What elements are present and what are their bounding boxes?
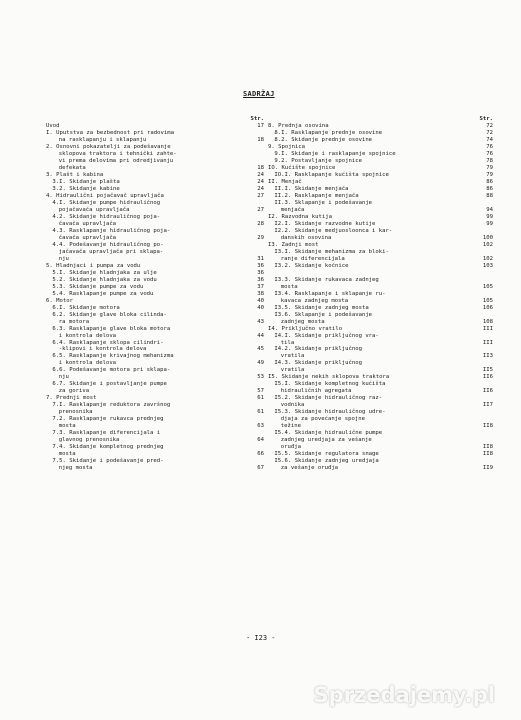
toc-entry-page: 100 bbox=[482, 234, 493, 241]
toc-entry bbox=[46, 179, 264, 186]
toc-entry bbox=[268, 165, 493, 172]
toc-entry-title: I4.2. Skidanje priključnog bbox=[274, 346, 362, 353]
toc-entry-title: i kontrola delova bbox=[58, 360, 117, 367]
toc-entry-title: 4.3. Rasklapanje hidrauličnog poja- bbox=[52, 227, 171, 234]
toc-entry-title: I3.4. Rasklapanje i sklapanje ru- bbox=[274, 290, 386, 297]
toc-entry-title: 6.4. Rasklapanje sklopa cilindri- bbox=[52, 339, 164, 346]
toc-entry bbox=[268, 193, 493, 200]
toc-entry-title: oruđja bbox=[280, 444, 302, 451]
toc-entry-title: 3. Plašt i kabina bbox=[46, 171, 104, 178]
toc-entry-title: nju bbox=[58, 374, 69, 381]
toc-entry-title: 4. Hidraulični pojačavač upravljača bbox=[46, 192, 164, 199]
toc-entry-title: sklopova traktora i tehnički zahte- bbox=[58, 150, 177, 157]
toc-entry-page: 105 bbox=[482, 297, 493, 304]
toc-entry-page: 108 bbox=[482, 318, 493, 325]
toc-entry bbox=[46, 291, 264, 298]
toc-entry-page: 79 bbox=[486, 171, 493, 178]
toc-entry-title: 7.2. Rasklapanje rukavca prednjeg bbox=[52, 416, 164, 423]
toc-entry-title: ra motora bbox=[58, 318, 90, 325]
toc-entry bbox=[268, 235, 493, 242]
toc-entry-title: I5.2. Skidanje hidrauličnog raz- bbox=[274, 395, 383, 402]
toc-entry bbox=[46, 402, 264, 409]
toc-entry-page: 36 bbox=[257, 276, 264, 283]
watermark-text: Sprzedajemy.pl bbox=[313, 683, 495, 707]
toc-entry-title: 4.I. Skidanje pumpe hidrauličnog bbox=[52, 199, 161, 206]
toc-entry-page: 72 bbox=[486, 129, 493, 136]
toc-entry-page: 106 bbox=[482, 304, 493, 311]
toc-entry-page: 64 bbox=[257, 437, 264, 444]
toc-entry-title: I3.2. Skidanje kočnice bbox=[274, 262, 349, 269]
toc-entry bbox=[268, 172, 493, 179]
toc-entry-title: 9.I. Skidanje i rasklapanje spojnice bbox=[274, 150, 396, 157]
toc-entry-page: II6 bbox=[482, 374, 493, 381]
toc-left-column bbox=[46, 116, 264, 472]
toc-entry-page: 24 bbox=[257, 185, 264, 192]
toc-entry-title: čavača upravljača bbox=[58, 220, 117, 227]
toc-entry bbox=[268, 451, 493, 458]
toc-entry-page: 78 bbox=[486, 157, 493, 164]
toc-entry bbox=[268, 395, 493, 402]
toc-entry bbox=[46, 137, 264, 144]
toc-entry bbox=[46, 228, 264, 235]
toc-entry bbox=[46, 144, 264, 151]
toc-entry-title: 6.6. Podešavanje motora pri sklapa- bbox=[52, 367, 171, 374]
toc-entry-page: II6 bbox=[482, 388, 493, 395]
toc-entry bbox=[46, 346, 264, 353]
toc-entry-title: jačavača upravljača pri sklapa- bbox=[58, 248, 164, 255]
toc-entry-page: 61 bbox=[257, 409, 264, 416]
toc-entry bbox=[268, 437, 493, 444]
toc-entry-page: 38 bbox=[257, 290, 264, 297]
toc-entry bbox=[46, 458, 264, 465]
toc-entry bbox=[268, 151, 493, 158]
toc-entry-title: pojačavača upravljača bbox=[58, 206, 130, 213]
toc-entry-title: zadnjeg mosta bbox=[280, 318, 325, 325]
toc-entry-title: I5.6. Skidanje zadnjeg uredjaja bbox=[274, 458, 379, 465]
toc-entry-title: I4. Priključno vratilo bbox=[268, 325, 343, 332]
toc-entry bbox=[46, 130, 264, 137]
toc-entry bbox=[46, 423, 264, 430]
toc-entry bbox=[46, 465, 264, 472]
toc-entry-title: II.I. Skidanje menjača bbox=[274, 185, 349, 192]
toc-entry-title: I3.3. Skidanje rukavaca zadnjeg bbox=[274, 276, 379, 283]
watermark-logo bbox=[314, 683, 495, 707]
toc-entry bbox=[46, 200, 264, 207]
toc-entry bbox=[46, 158, 264, 165]
toc-entry bbox=[46, 340, 264, 347]
toc-entry-title: 7.3. Rasklapanje diferencijala i bbox=[52, 430, 161, 437]
toc-entry bbox=[268, 270, 493, 277]
toc-entry-page: 57 bbox=[257, 388, 264, 395]
toc-entry-title: 9.2. Postavljanje spojnice bbox=[274, 157, 362, 164]
toc-entry-title: 5. Hladnjaci i pumpa za vodu bbox=[46, 262, 141, 269]
toc-entry-title: 4.4. Podešavanje hidrauličnog po- bbox=[52, 241, 164, 248]
toc-entry-page: 66 bbox=[257, 451, 264, 458]
toc-entry-page: 79 bbox=[486, 164, 493, 171]
toc-entry-page: 27 bbox=[257, 192, 264, 199]
toc-entry-title: IO. Kućište spojnice bbox=[268, 164, 336, 171]
toc-entry-title: I. Uputstva za bezbednost pri radovima bbox=[46, 129, 174, 136]
toc-entry-title: 5.3. Skidanje pumpe za vodu bbox=[52, 283, 144, 290]
toc-entry bbox=[268, 207, 493, 214]
toc-entry bbox=[46, 256, 264, 263]
toc-entry bbox=[268, 137, 493, 144]
toc-entry bbox=[46, 388, 264, 395]
page-number: - I23 - bbox=[246, 634, 276, 642]
toc-entry-title: I5.4. Skidanje hidraulične pumpe bbox=[274, 430, 383, 437]
toc-entry bbox=[46, 186, 264, 193]
toc-entry-page: 36 bbox=[257, 269, 264, 276]
toc-entry-title: 6. Motor bbox=[46, 297, 73, 304]
toc-entry bbox=[46, 263, 264, 270]
toc-entry-title: ranje diferencijala bbox=[280, 255, 345, 262]
toc-entry-title: I2.2. Skidanje medjuosloonca i kar- bbox=[274, 227, 393, 234]
toc-entry bbox=[46, 123, 264, 130]
toc-entry bbox=[268, 179, 493, 186]
toc-entry-title: mosta bbox=[58, 423, 76, 430]
toc-entry-title: čavača upravljača bbox=[58, 234, 117, 241]
toc-entry bbox=[46, 207, 264, 214]
toc-entry-title: -klipovi i kontrola delova bbox=[58, 346, 147, 353]
toc-entry bbox=[268, 367, 493, 374]
toc-entry bbox=[46, 277, 264, 284]
toc-entry-page: 37 bbox=[257, 283, 264, 290]
toc-entry-title: tila bbox=[280, 339, 295, 346]
toc-entry-title: 7.4. Skidanje kompletnog prednjeg bbox=[52, 444, 164, 451]
toc-entry-title: I3.5. Skidanje zadnjeg mosta bbox=[274, 304, 369, 311]
toc-entry-title: za goriva bbox=[58, 388, 90, 395]
toc-entry bbox=[46, 312, 264, 319]
toc-entry-title: vratila bbox=[280, 353, 305, 360]
toc-entry-page: 105 bbox=[482, 283, 493, 290]
toc-entry bbox=[46, 430, 264, 437]
toc-entry bbox=[268, 256, 493, 263]
toc-entry bbox=[268, 214, 493, 221]
toc-entry bbox=[268, 298, 493, 305]
toc-entry bbox=[46, 374, 264, 381]
toc-entry-title: I5.I. Skidanje kompletnog kućišta bbox=[274, 381, 386, 388]
toc-entry bbox=[268, 319, 493, 326]
toc-entry-page: 63 bbox=[257, 423, 264, 430]
toc-entry-page: 24 bbox=[257, 171, 264, 178]
toc-entry-title: I5. Skidanje nekih sklopova traktora bbox=[268, 374, 390, 381]
toc-entry bbox=[268, 123, 493, 130]
toc-entry bbox=[46, 249, 264, 256]
toc-entry-page: II5 bbox=[482, 367, 493, 374]
toc-entry-title: I4.3. Skidanje priključnog bbox=[274, 360, 362, 367]
page-column-header: Str. bbox=[479, 116, 493, 122]
toc-entry-page: 99 bbox=[486, 213, 493, 220]
page-column-header: Str. bbox=[250, 116, 264, 122]
toc-entry-title: Uvod bbox=[46, 122, 60, 129]
toc-entry bbox=[268, 263, 493, 270]
toc-entry-title: i kontrola delova bbox=[58, 332, 117, 339]
toc-entry-page: 67 bbox=[257, 465, 264, 472]
toc-entry-page: 36 bbox=[257, 262, 264, 269]
page-title: SADRŽAJ bbox=[243, 90, 275, 98]
toc-entry bbox=[268, 346, 493, 353]
toc-entry-page: 76 bbox=[486, 143, 493, 150]
toc-entry-page: II8 bbox=[482, 451, 493, 458]
toc-entry-title: II.2. Rasklapanje menjača bbox=[274, 192, 359, 199]
toc-entry-title: IO.I. Rasklapanje kućišta spojnice bbox=[274, 171, 389, 178]
toc-entry-title: djaja za povećanje spojne bbox=[280, 416, 365, 423]
toc-entry-title: 3.I. Skidanje plašta bbox=[52, 178, 120, 185]
toc-entry-page: 44 bbox=[257, 332, 264, 339]
toc-entry bbox=[46, 326, 264, 333]
toc-entry-page: 29 bbox=[257, 234, 264, 241]
toc-entry-title: vi prema delovima pri odredjivanju bbox=[58, 157, 174, 164]
toc-entry-title: 6.I. Skidanje motora bbox=[52, 304, 120, 311]
toc-entry-page: 17 bbox=[257, 122, 264, 129]
toc-entry-title: defekata bbox=[58, 164, 86, 171]
toc-entry-page: 18 bbox=[257, 164, 264, 171]
toc-entry-title: vodnika bbox=[280, 402, 305, 409]
toc-entry-title: 2. Osnovni pokazatelji za podešavanje bbox=[46, 143, 171, 150]
toc-entry-page: II7 bbox=[482, 402, 493, 409]
toc-entry bbox=[46, 165, 264, 172]
toc-entry-page: 53 bbox=[257, 374, 264, 381]
toc-entry bbox=[46, 284, 264, 291]
toc-entry-title: kavaca zadnjeg mosta bbox=[280, 297, 349, 304]
toc-entry-page: 86 bbox=[486, 185, 493, 192]
toc-entry-page: 40 bbox=[257, 304, 264, 311]
toc-entry-title: 8.I. Rasklapanje prednje osovine bbox=[274, 129, 383, 136]
toc-entry-page: 27 bbox=[257, 206, 264, 213]
toc-entry bbox=[268, 305, 493, 312]
toc-entry-title: mosta bbox=[58, 451, 76, 458]
toc-left-header bbox=[46, 116, 264, 123]
toc-entry bbox=[46, 305, 264, 312]
toc-entry-title: I2. Razvodna kutija bbox=[268, 213, 332, 220]
toc-entry bbox=[268, 291, 493, 298]
toc-entry bbox=[46, 270, 264, 277]
toc-entry-title: vratila bbox=[280, 367, 305, 374]
toc-entry-title: I3.I. Skidanje mehanizma za bloki- bbox=[274, 248, 389, 255]
toc-entry bbox=[46, 242, 264, 249]
toc-entry-page: III bbox=[482, 339, 493, 346]
toc-entry bbox=[46, 193, 264, 200]
toc-entry-title: na rasklapanju i sklapanju bbox=[58, 136, 147, 143]
toc-entry-title: glavnog prenosnika bbox=[58, 437, 120, 444]
toc-entry-page: 102 bbox=[482, 255, 493, 262]
toc-entry-page: II3 bbox=[482, 353, 493, 360]
toc-entry bbox=[46, 333, 264, 340]
toc-entry-title: 7.5. Skidanje i podešavanje pred- bbox=[52, 458, 164, 465]
toc-entry bbox=[268, 360, 493, 367]
toc-entry bbox=[268, 326, 493, 333]
toc-entry-page: 49 bbox=[257, 360, 264, 367]
toc-entry-title: 4.2. Skidanje hidrauličnog poja- bbox=[52, 213, 161, 220]
toc-entry bbox=[268, 465, 493, 472]
toc-entry-page: 18 bbox=[257, 136, 264, 143]
toc-entry-title: I4.I. Skidanje priključnog vra- bbox=[274, 332, 379, 339]
toc-entry-title: II.3. Sklapanje i podešavanje bbox=[274, 199, 373, 206]
toc-entry-title: 7. Prednji most bbox=[46, 395, 97, 402]
toc-entry bbox=[46, 416, 264, 423]
toc-entry bbox=[46, 353, 264, 360]
toc-entry-page: II9 bbox=[482, 465, 493, 472]
toc-entry bbox=[268, 228, 493, 235]
toc-entry-title: 5.I. Skidanje hladnjaka za ulje bbox=[52, 269, 157, 276]
toc-entry bbox=[46, 235, 264, 242]
toc-entry bbox=[268, 130, 493, 137]
toc-entry bbox=[268, 242, 493, 249]
toc-entry-title: I3.6. Sklapanje i podešavanje bbox=[274, 311, 373, 318]
toc-entry-page: 76 bbox=[486, 150, 493, 157]
toc-entry-title: hidrauličnih agregata bbox=[280, 388, 352, 395]
toc-entry bbox=[268, 284, 493, 291]
toc-entry bbox=[46, 381, 264, 388]
toc-entry bbox=[46, 409, 264, 416]
toc-entry-title: mosta bbox=[280, 283, 298, 290]
toc-right-header bbox=[268, 116, 493, 123]
toc-entry-page: 28 bbox=[257, 220, 264, 227]
toc-entry-page: III bbox=[482, 325, 493, 332]
toc-entry-page: 86 bbox=[486, 178, 493, 185]
toc-entry bbox=[46, 298, 264, 305]
toc-entry-title: 3.2. Skidanje kabine bbox=[52, 185, 120, 192]
toc-entry-page: 72 bbox=[486, 122, 493, 129]
toc-entry-title: 6.7. Skidanje i postavljanje pumpe bbox=[52, 381, 167, 388]
toc-entry-title: 5.4. Rasklapanje pumpe za vodu bbox=[52, 290, 154, 297]
toc-entry-title: I5.5. Skidanje regulatora snage bbox=[274, 451, 379, 458]
toc-entry-title: njeg mosta bbox=[58, 465, 93, 472]
toc-entry-title: I5.3. Skidanje hidrauličnog udre- bbox=[274, 409, 386, 416]
toc-entry-page: 61 bbox=[257, 395, 264, 402]
toc-entry-title: zadnjeg uredjaja za vešanje bbox=[280, 437, 372, 444]
toc-entry-title: I2.I. Skidanje razvodne kutije bbox=[274, 220, 376, 227]
toc-entry-title: 6.2. Skidanje glave bloka cilinda- bbox=[52, 311, 167, 318]
toc-entry bbox=[268, 416, 493, 423]
toc-entry-page: 43 bbox=[257, 318, 264, 325]
toc-entry bbox=[268, 312, 493, 319]
toc-entry bbox=[46, 151, 264, 158]
toc-entry bbox=[268, 333, 493, 340]
toc-entry-page: 102 bbox=[482, 241, 493, 248]
toc-entry bbox=[268, 249, 493, 256]
toc-entry-page: II8 bbox=[482, 423, 493, 430]
toc-entry-title: 9. Spojnica bbox=[268, 143, 306, 150]
toc-entry-page: 103 bbox=[482, 262, 493, 269]
toc-entry-title: prenosnika bbox=[58, 409, 93, 416]
toc-entry-title: 6.5. Rasklapanje krivajnog mehanizma bbox=[52, 353, 174, 360]
toc-entry bbox=[46, 444, 264, 451]
toc-entry bbox=[46, 214, 264, 221]
toc-entry-page: 94 bbox=[486, 206, 493, 213]
toc-entry-title: težine bbox=[280, 423, 302, 430]
toc-entry-title: 8.2. Skidanje prednje osovine bbox=[274, 136, 373, 143]
toc-entry bbox=[46, 437, 264, 444]
toc-entry-title: za vešanje oruđja bbox=[280, 465, 339, 472]
toc-entry bbox=[268, 221, 493, 228]
toc-entry bbox=[268, 277, 493, 284]
toc-right-column bbox=[268, 116, 493, 472]
toc-entry-title: 7.I. Rasklapanje reduktora završnog bbox=[52, 402, 171, 409]
toc-entry bbox=[268, 144, 493, 151]
toc-entry bbox=[46, 319, 264, 326]
toc-entry-title: menjača bbox=[280, 206, 305, 213]
toc-entry-page: 74 bbox=[486, 136, 493, 143]
toc-entry bbox=[46, 221, 264, 228]
toc-entry bbox=[268, 200, 493, 207]
toc-entry-title: II. Menjač bbox=[268, 178, 302, 185]
toc-entry-title: I3. Zadnji most bbox=[268, 241, 319, 248]
toc-entry-page: 24 bbox=[257, 178, 264, 185]
toc-entry bbox=[268, 444, 493, 451]
toc-entry-page: 88 bbox=[486, 192, 493, 199]
toc-entry bbox=[268, 186, 493, 193]
toc-entry-page: 99 bbox=[486, 220, 493, 227]
toc-entry-title: 8. Prednja osovina bbox=[268, 122, 329, 129]
toc-entry-title: danskih osovina bbox=[280, 234, 332, 241]
toc-entry-page: II8 bbox=[482, 444, 493, 451]
toc-entry-page: 31 bbox=[257, 255, 264, 262]
toc-entry-page: 40 bbox=[257, 297, 264, 304]
toc-entry bbox=[46, 367, 264, 374]
toc-entry-title: 5.2. Skidanje hladnjaka za vodu bbox=[52, 276, 157, 283]
toc-entry bbox=[268, 158, 493, 165]
toc-entry-title: nju bbox=[58, 255, 69, 262]
toc-entry-title: 6.3. Rasklapanje glave bloka motora bbox=[52, 325, 171, 332]
toc-entry bbox=[46, 172, 264, 179]
toc-entry-page: 45 bbox=[257, 346, 264, 353]
